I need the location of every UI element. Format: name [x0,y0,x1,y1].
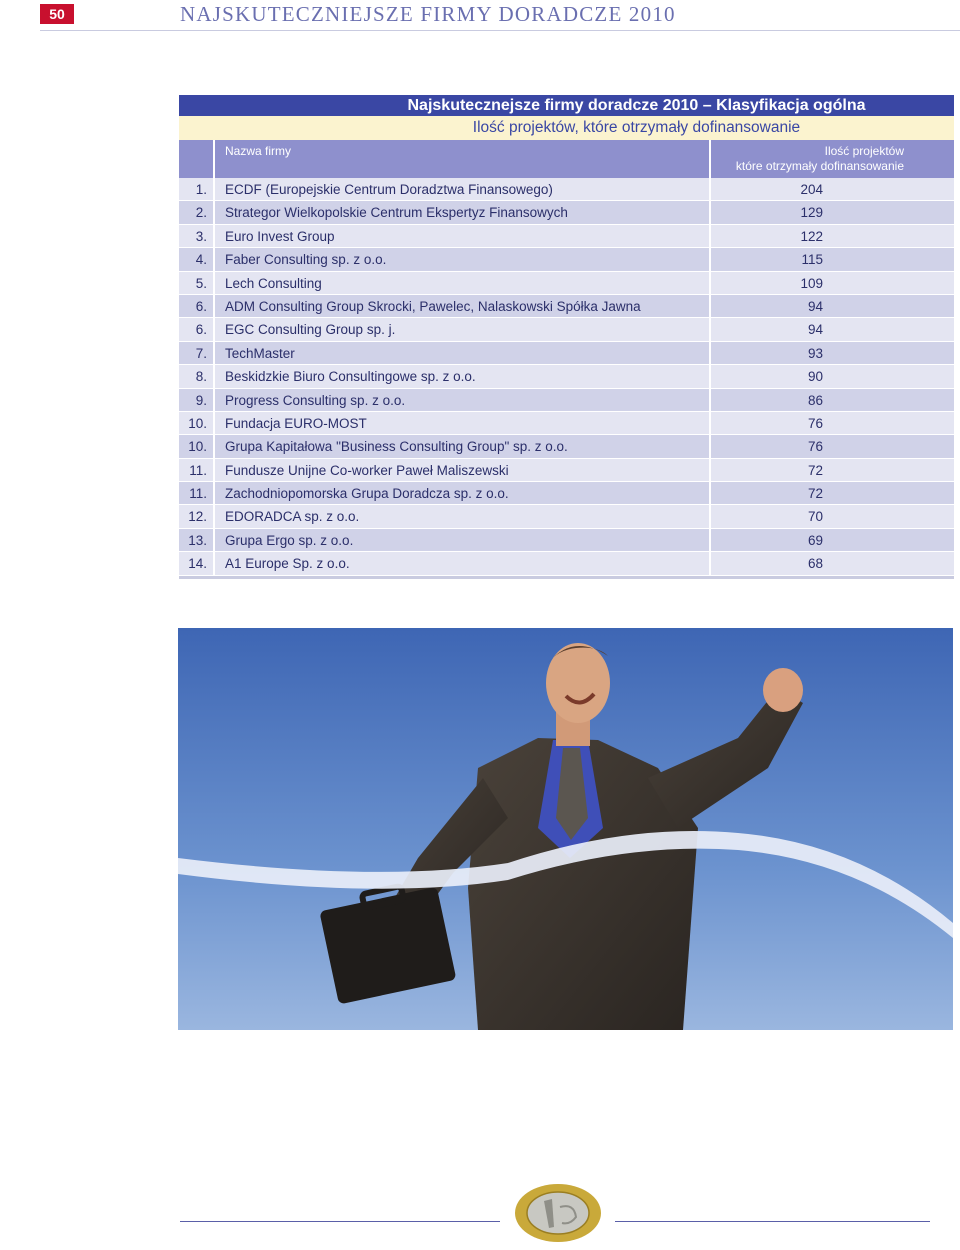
table-row [179,482,954,505]
row-project-count: 76 [709,435,954,457]
row-project-count: 86 [709,389,954,411]
row-company-name: Strategor Wielkopolskie Centrum Ekspertyz Finansowych [213,201,709,223]
row-company-name: Zachodniopomorska Grupa Doradcza sp. z o.o. [213,482,709,504]
row-project-count: 93 [709,342,954,364]
row-company-name: Lech Consulting [213,272,709,294]
row-company-name: Fundusze Unijne Co-worker Paweł Maliszewski [213,459,709,481]
running-title: NAJSKUTECZNIEJSZE FIRMY DORADCZE 2010 [180,2,676,26]
row-company-name: ECDF (Europejskie Centrum Doradztwa Finansowego) [213,178,709,200]
row-project-count: 68 [709,552,954,574]
header-rule [40,30,960,31]
row-rank: 5. [195,275,207,291]
row-project-count: 122 [709,225,954,247]
row-company-name: Beskidzkie Biuro Consultingowe sp. z o.o. [213,365,709,387]
row-rank: 13. [188,532,207,548]
row-rank: 6. [195,322,207,338]
table-column-headers [179,140,954,178]
row-project-count: 72 [709,459,954,481]
column-header-name: Nazwa firmy [213,140,709,178]
row-rank: 3. [195,228,207,244]
row-rank: 9. [195,392,207,408]
row-rank: 6. [195,298,207,314]
row-rank: 10. [188,439,207,455]
row-company-name: Euro Invest Group [213,225,709,247]
row-project-count: 109 [709,272,954,294]
row-rank: 1. [195,182,207,197]
row-project-count: 94 [709,295,954,317]
row-company-name: Progress Consulting sp. z o.o. [213,389,709,411]
row-rank: 7. [195,345,207,361]
row-rank: 12. [188,509,207,525]
table-row [179,505,954,528]
column-header-rank [179,140,213,178]
table-row [179,318,954,341]
row-company-name: EDORADCA sp. z o.o. [213,505,709,527]
table-row [179,389,954,412]
businessman-photo [178,628,953,1030]
row-project-count: 129 [709,201,954,223]
row-company-name: ADM Consulting Group Skrocki, Pawelec, Nalaskowski Spółka Jawna [213,295,709,317]
table-row [179,295,954,318]
row-company-name: Grupa Ergo sp. z o.o. [213,529,709,551]
table-row [179,435,954,458]
table-row [179,412,954,435]
table-row [179,225,954,248]
table-body [179,178,954,576]
column-header-count [709,140,954,178]
table-row [179,529,954,552]
row-project-count: 94 [709,318,954,340]
table-row [179,552,954,575]
row-company-name: Faber Consulting sp. z o.o. [213,248,709,270]
table-row [179,365,954,388]
column-header-count-line2: które otrzymały dofinansowanie [735,159,904,173]
row-rank: 11. [189,462,207,478]
row-rank: 11. [189,486,207,502]
row-project-count: 69 [709,529,954,551]
column-header-count-line1: Ilość projektów [824,144,904,158]
table-row [179,201,954,224]
page-number: 50 [40,4,74,24]
row-company-name: TechMaster [213,342,709,364]
row-project-count: 204 [709,178,954,200]
table-row [179,342,954,365]
row-project-count: 115 [709,248,954,270]
row-project-count: 70 [709,505,954,527]
row-rank: 14. [188,556,207,572]
footer-rule-left [180,1221,500,1222]
table-row [179,178,954,201]
row-company-name: A1 Europe Sp. z o.o. [213,552,709,574]
row-company-name: Fundacja EURO-MOST [213,412,709,434]
table-subtitle: Ilość projektów, które otrzymały dofinansowanie [179,116,954,140]
row-company-name: Grupa Kapitałowa "Business Consulting Group" sp. z o.o. [213,435,709,457]
row-rank: 2. [195,205,207,221]
row-rank: 4. [195,252,207,268]
page-header [0,0,960,30]
row-project-count: 90 [709,365,954,387]
row-project-count: 76 [709,412,954,434]
row-company-name: EGC Consulting Group sp. j. [213,318,709,340]
row-rank: 8. [195,369,207,385]
row-project-count: 72 [709,482,954,504]
euro-coin-icon [514,1183,602,1243]
footer-rule-right [615,1221,930,1222]
table-bottom-rule [179,576,954,579]
table-row [179,272,954,295]
table-row [179,248,954,271]
table-row [179,459,954,482]
ranking-table [179,95,954,579]
table-title: Najskutecznejsze firmy doradcze 2010 – Klasyfikacja ogólna [179,95,954,116]
row-rank: 10. [188,415,207,431]
